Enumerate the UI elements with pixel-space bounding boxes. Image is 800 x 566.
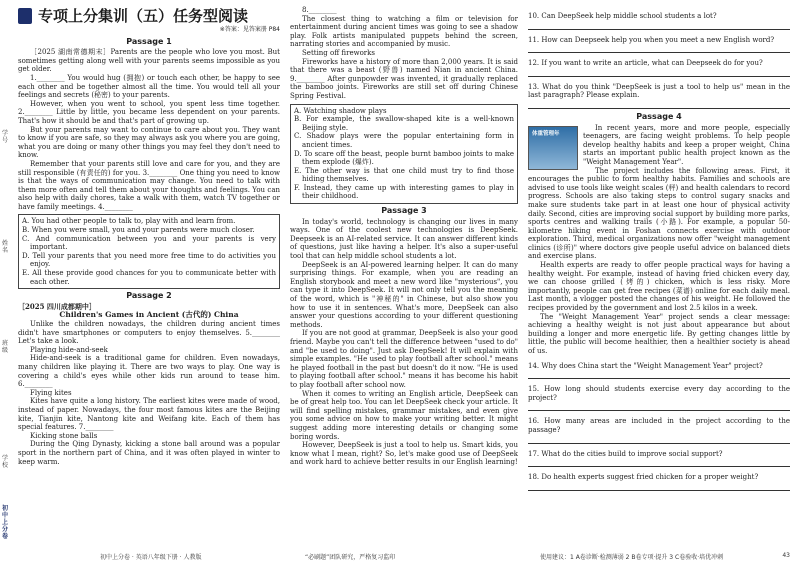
left-binding-margin [0, 0, 14, 566]
footer-usage-tip: 使用建议：1 A卷诊断·检测薄弱 2 B卷专项·提升 3 C卷验收·培优冲刺 [540, 554, 724, 561]
option-item: F. Instead, they came up with interesting games to play in their childhood. [294, 183, 514, 201]
option-item: E. The other way is that one child must try to find those hiding themselves. [294, 166, 514, 184]
answer-line[interactable] [528, 372, 790, 379]
passage3-para1: In today's world, technology is changing our lives in many ways. One of the coolest new technologies is DeepSeek. Deepseek is an AI-related service. It can answer different kinds of questions, just like having a helper. It's also a super-useful tool that can help middle school students a lot. [290, 217, 518, 261]
column-right [528, 6, 790, 495]
page-title: 专项上分集训（五）任务型阅读 [38, 6, 249, 25]
option-item: C. And communication between you and your parents is very important. [22, 234, 276, 252]
passage3-para3: If you are not good at grammar, DeepSeek is also your good friend. Maybe you can't tell the difference between "used to do" and "be used to doing". Just ask DeepSeek! It will explain with simple examples. "He used to play football after school." means he played football in the past but doesn't do it now. "He is used to playing football after school." means it has become his habit to play football after school now. [290, 329, 518, 389]
passage2-para6: The closest thing to watching a film or television for entertainment during ancient times was going to see a shadow play. Folk artists manipulated puppets behind the screen, narrating stories and accompanied by music. [290, 14, 518, 49]
option-item: A. Watching shadow plays [294, 106, 387, 115]
answer-line[interactable] [528, 102, 790, 109]
passage2-subhead: Flying kites [30, 388, 72, 397]
poster-caption: 体重管理年 [532, 130, 560, 137]
passage2-para7: Fireworks have a history of more than 2,000 years. It is said that there was a beast (野兽) named Nian in ancient China. 9.________ After gunpowder was invented, it gradually replaced the bamboo joints. Fireworks are still set off during Chinese Spring Festival. [290, 57, 518, 100]
passage2-heading: Passage 2 [126, 291, 172, 301]
passage2-source: ［2025 四川成都期中］ [18, 301, 96, 311]
passage2-para2: Hide-and-seek is a traditional game for children. Even nowadays, many children like playing it. There are two ways to play. One way is covering a child's eyes while other kids run around to tease him. 6.________ [18, 354, 280, 389]
option-item: C. Shadow plays were the popular entertaining form in ancient times. [294, 132, 514, 149]
answer-line[interactable] [528, 46, 790, 53]
passage2-para4: During the Qing Dynasty, kicking a stone ball around was a popular sport in the northern part of China, and it was often played in winter to keep warm. [18, 440, 280, 466]
book-icon [18, 8, 32, 24]
answer-line[interactable] [528, 484, 790, 491]
passage1-para3: However, when you went to school, you spent less time together. 2.________ Little by little, you became less dependent on your parents. That's how it should be and that's part of growing up. [18, 99, 280, 125]
option-item: B. For example, the swallow-shaped kite is a well-known Beijing style. [294, 115, 514, 132]
passage4-para3: Health experts are ready to offer people practical ways for having a healthy weight. For example, instead of having fried chicken every day, we can choose grilled (烤的) chicken, which is less risky. More importantly, people can get free recipes (菜谱) online for each daily meal. Last month, a vlogger posted the changes of his weight. He followed the recipes provided by the government and lost 2.5 kilos in a week. [528, 261, 790, 313]
question-11: 11. How can Deepseek help you when you meet a new English word? [528, 35, 775, 44]
passage2-subhead: Playing hide-and-seek [30, 345, 108, 354]
answer-key-note: ※答案：见答案册 P84 [219, 26, 280, 33]
option-item: D. To scare off the beast, people burnt bamboo joints to make them explode (爆炸). [294, 149, 514, 167]
answer-line[interactable] [528, 404, 790, 411]
passage3-para5: However, DeepSeek is just a tool to help us. Smart kids, you know what I mean, right? So, let's make good use of DeepSeek and work hard to achieve better results in our English learning! [290, 441, 518, 467]
passage1-options-box [18, 214, 280, 289]
margin-tag-student-id: 学号 [2, 130, 9, 144]
passage4-para1: In recent years, more and more people, especially teenagers, are facing weight problems. To help people develop healthy habits and keep a proper weight, China starts an important public health project known as the "Weight Management Year". [583, 123, 790, 166]
worksheet-title [18, 8, 280, 24]
page-footer [20, 552, 790, 562]
question-13: 13. What do you think "DeepSeek is just a tool to help us" mean in the last paragraph? Please explain. [528, 82, 790, 100]
column-left [18, 6, 280, 466]
question-17: 17. What do the cities build to improve social support? [528, 449, 723, 458]
passage1-para4: But your parents may want to continue to care about you. They want to know if you are safe, so they may always ask you where you are going, what you are doing or many other things you may feel they don't need to know. [18, 125, 280, 160]
passage4-para2: The project includes the following areas. First, it encourages the public to form healthy habits. Families and schools are advised to use tools like weight scales (秤) and health calendars to record progress. Schools are also taking steps to control sugary snacks and make sure students take part in at least one hour of physical activity daily. Second, cities are improving social support by building more parks, sports centres and walking trails (小路). For example, a popular 50-kilometre hiking event in Foshan connects exercise with outdoor exploration. Third, medical organizations now offer "weight management clinics (诊所)" where doctors give people useful advice on balanced diets and exercise plans. [528, 166, 790, 261]
passage2-para3: Kites have quite a long history. The earliest kites were made of wood, instead of paper. Nowadays, the four most famous kites are the Beijing kite, Tianjin kite, Nantong kite and Weifang kite. Each of them has special features. 7.________ [18, 397, 280, 432]
margin-tag-class: 班级 [2, 340, 9, 354]
footer-book-info: 初中上分卷 · 英语八年级下册 · 人教版 [100, 554, 202, 561]
footer-slogan: “必刷题”团队研究，严格复习监印 [305, 554, 396, 561]
question-15: 15. How long should students exercise every day according to the project? [528, 385, 790, 402]
margin-tag-name: 姓名 [2, 240, 9, 254]
passage1-para1: ［2025 湖南常德期末］Parents are the people who love you most. But sometimes getting along well with your parents seems impossible as you get older. [18, 48, 280, 74]
answer-line[interactable] [528, 70, 790, 77]
passage4-heading: Passage 4 [636, 111, 682, 121]
option-item: B. When you were small, you and your parents were much closer. [22, 226, 255, 235]
question-12: 12. If you want to write an article, what can Deepseek do for you? [528, 59, 763, 68]
passage3-heading: Passage 3 [381, 206, 427, 216]
passage2-options-box [290, 104, 518, 205]
margin-tag-brand: 初中上分卷 [2, 505, 9, 540]
answer-line[interactable] [528, 437, 790, 444]
question-16: 16. How many areas are included in the project according to the passage? [528, 417, 790, 434]
passage2-para1: Unlike the children nowadays, the children during ancient times didn't have smartphones or computers to enjoy themselves. 5.________ Let's take a look. [18, 320, 280, 346]
column-middle [290, 6, 518, 467]
passage1-para5: Remember that your parents still love and care for you, and they are still responsible (有责任的) for you. 3.________ One thing you need to know is that the ways of communication may change. You need to talk with them more often and tell them about your thoughts and feelings. You can also help with daily chores, take a walk with them, watch TV together or have family meetings. 4.________ [18, 159, 280, 211]
page-number: 43 [782, 552, 790, 559]
passage1-para2: 1.________ You would hug (拥抱) or touch each other, be happy to see each other and be together almost all the time. You would tell all your feelings and secrets (秘密) to your parents. [18, 73, 280, 100]
option-item: D. Tell your parents that you need more free time to do activities you enjoy. [22, 251, 276, 269]
question-14: 14. Why does China start the "Weight Management Year" project? [528, 361, 763, 370]
passage2-subhead: Kicking stone balls [30, 431, 98, 440]
answer-line[interactable] [528, 460, 790, 467]
passage1-heading: Passage 1 [126, 36, 172, 46]
option-item: A. You had other people to talk to, play with and learn from. [22, 217, 236, 226]
passage2-subhead: Setting off fireworks [302, 48, 375, 57]
passage3-para4: When it comes to writing an English article, DeepSeek can be of great help too. You can let DeepSeek check your article. It will find spelling mistakes, grammar mistakes, and even give you some advice on how to make your writing better. It might suggest adding more interesting details or changing some boring words. [290, 389, 518, 441]
passage2-blank8: 8.________ [302, 6, 337, 14]
margin-tag-school: 学校 [2, 455, 9, 469]
passage4-para4: The "Weight Management Year" project sends a clear message: achieving a healthy weight is not just about appearance but about building a longer and more energetic life. By getting changes little by little, the public will become healthier, then a healthier society is ahead of us. [528, 312, 790, 355]
question-18: 18. Do health experts suggest fried chicken for a proper weight? [528, 473, 759, 482]
passage2-title: Children's Games in Ancient (古代的) China [59, 310, 239, 320]
option-item: E. All these provide good chances for you to communicate better with each other. [22, 269, 276, 286]
passage3-para2: DeepSeek is an AI-powered learning helper. It can do many surprising things. For example, when you are reading an English storybook and meet a new word like "mysterious", you can type it into DeepSeek. It will not only tell you the meaning of the word, which is "神秘的" in Chinese, but also show you how to use it in sentences. What's more, DeepSeek can also answer your questions according to your different questioning methods. [290, 260, 518, 329]
weight-management-poster-image [528, 126, 578, 170]
answer-line[interactable] [528, 23, 790, 30]
question-10: 10. Can DeepSeek help middle school students a lot? [528, 12, 717, 20]
